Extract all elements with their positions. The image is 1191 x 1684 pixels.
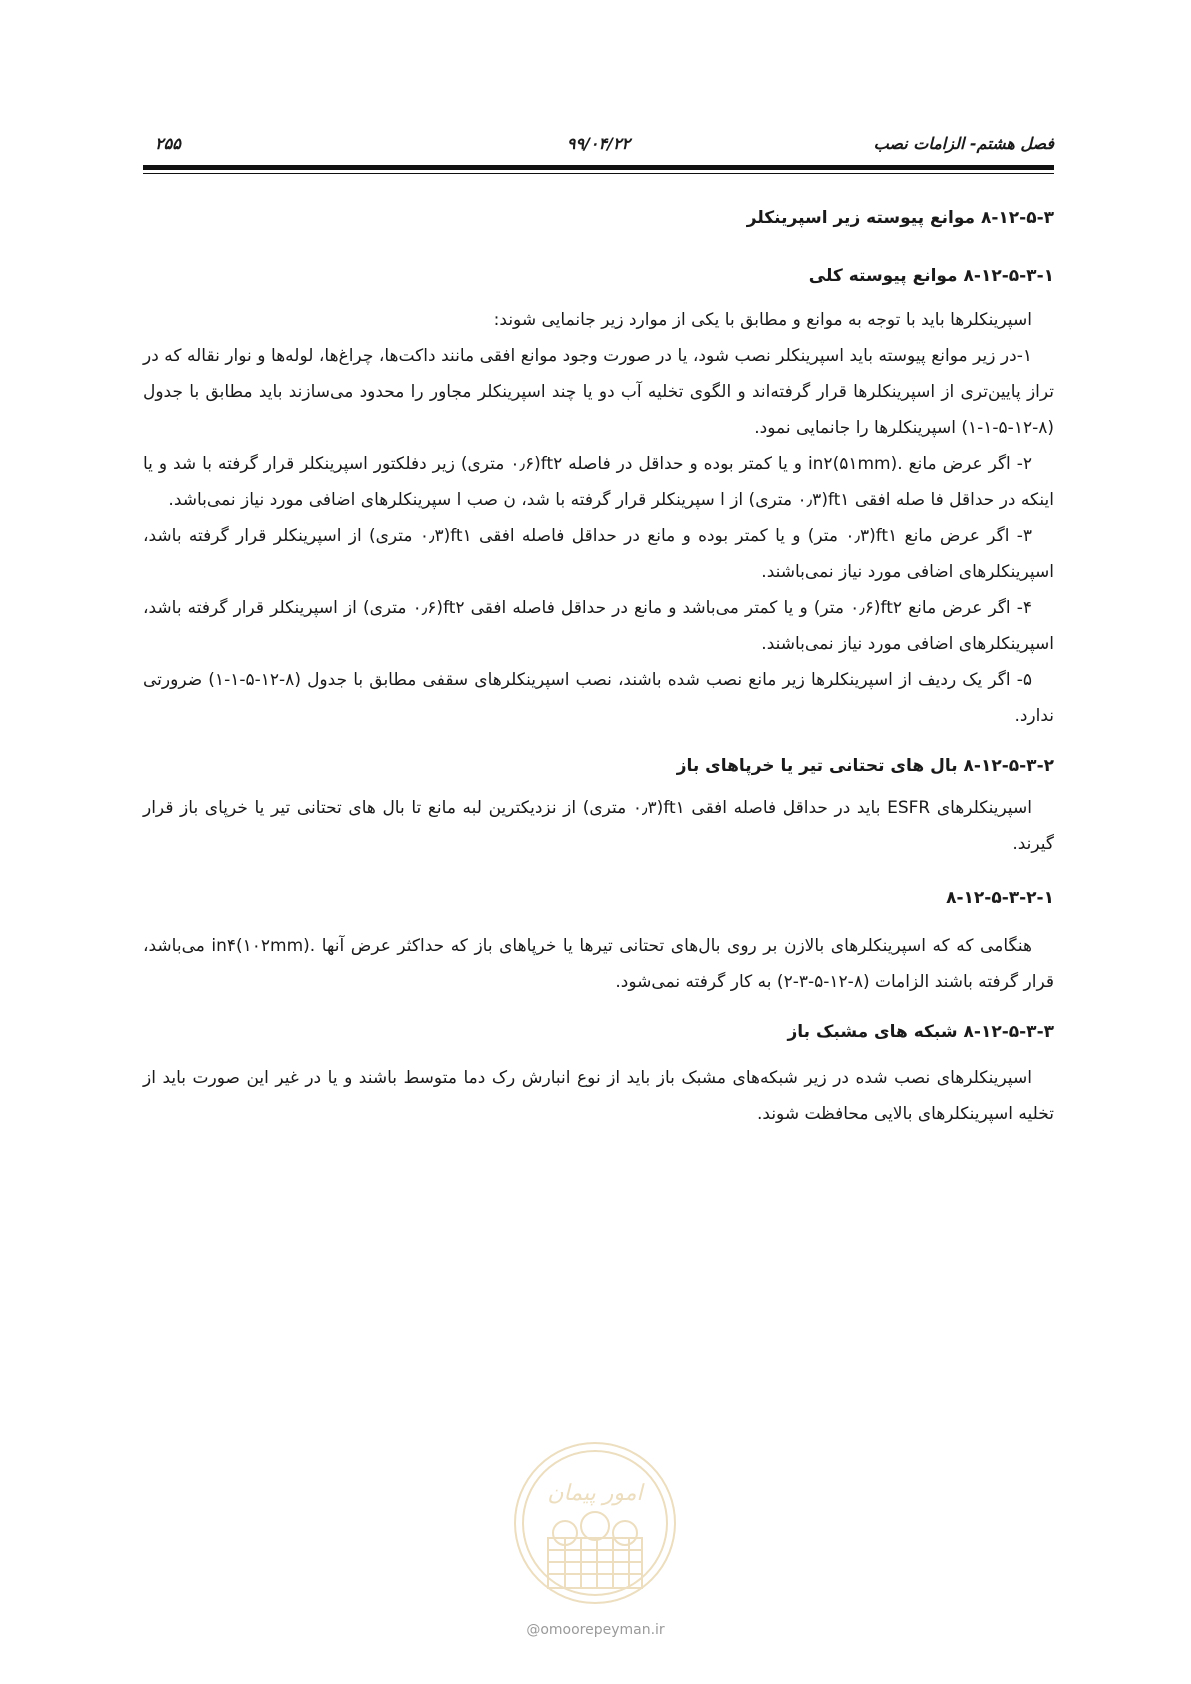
section-heading: ۸-۱۲-۵-۳-۳ شبکه های مشبک باز [787,1022,1054,1042]
document-body [143,200,1054,1132]
paragraph: اسپرینکلرهای نصب شده در زیر شبکه‌های مشبک باز باید از نوع انبارش رک دما متوسط باشند و یا در غیر این صورت باید از تخلیه اسپرینکلرهای بالایی محافظت شوند. [143,1068,1054,1124]
paragraph: ۳- اگر عرض مانع ft۱(۰٫۳ متر) و یا کمتر بوده و مانع در حداقل فاصله افقی ft۱(۰٫۳ متری) از اسپرینکلر قرار گرفته باشد، اسپرینکلرهای اضافی مورد نیاز نمی‌باشند. [143,526,1054,582]
paragraph: ۴- اگر عرض مانع ft۲(۰٫۶ متر) و یا کمتر می‌باشد و مانع در حداقل فاصله افقی ft۲(۰٫۶ متری) از اسپرینکلر قرار گرفته باشد، اسپرینکلرهای اضافی مورد نیاز نمی‌باشند. [143,598,1054,654]
paragraph: هنگامی که که اسپرینکلرهای بالازن بر روی بال‌های تحتانی تیرها یا خرپاهای باز که حداکثر عرض آنها .in۴(۱۰۲mm) می‌باشد، قرار گرفته باشند الزامات (۸-۱۲-۵-۳-۲) به کار گرفته نمی‌شود. [143,936,1054,992]
paragraph: اسپرینکلرها باید با توجه به موانع و مطابق با یکی از موارد زیر جانمایی شوند: [493,310,1032,330]
section-heading: ۸-۱۲-۵-۳-۱ موانع پیوسته کلی [808,266,1054,286]
paragraph: ۵- اگر یک ردیف از اسپرینکلرها زیر مانع نصب شده باشند، نصب اسپرینکلرهای سقفی مطابق با جدول (۸-۱۲-۵-۱-۱) ضرورتی ندارد. [143,670,1054,726]
website-watermark [0,1622,1191,1638]
header-rule-thin [143,173,1054,174]
logo-text: امور پیمان [547,1481,643,1506]
section-heading: ۸-۱۲-۵-۳ موانع پیوسته زیر اسپرینکلر [746,208,1054,228]
paragraph: اسپرینکلرهای ESFR باید در حداقل فاصله افقی ft۱(۰٫۳ متری) از نزدیکترین لبه مانع تا بال های تحتانی تیر یا خرپای باز قرار گیرند. [143,798,1054,854]
section-heading: ۸-۱۲-۵-۳-۲-۱ [946,888,1054,908]
header-date: ۹۹/۰۴/۲۲ [566,134,631,153]
header-rule-thick [143,165,1054,170]
paragraph: ۲- اگر عرض مانع .in۲(۵۱mm) و یا کمتر بوده و حداقل در فاصله ft۲(۰٫۶ متری) زیر دفلکتور اسپرینکلر قرار گرفته با شد و یا اینکه در حداقل فا صله افقی ft۱(۰٫۳ متری) از ا سپرینکلر قرار گرفته با شد، ن صب ا سپرینکلرهای اضافی مورد نیاز نمی‌باشد. [143,454,1054,510]
at-icon: @ [526,1622,541,1638]
chapter-title: فصل هشتم- الزامات نصب [873,134,1054,153]
website-url: omoorepeyman.ir [540,1622,665,1638]
watermark-logo [510,1438,680,1608]
page-number: ۲۵۵ [155,134,181,153]
page-header [143,130,1054,156]
paragraph: ۱-در زیر موانع پیوسته باید اسپرینکلر نصب شود، یا در صورت وجود موانع افقی مانند داکت‌ها، چراغ‌ها، لوله‌ها و نوار نقاله که در تراز پایین‌تری از اسپرینکلرها قرار گرفته‌اند و الگوی تخلیه آب دو یا چند اسپرینکلر مجاور را محدود می‌سازند باید مطابق با جدول (۸-۱۲-۵-۱-۱) اسپرینکلرها را جانمایی نمود. [143,346,1054,438]
section-heading: ۸-۱۲-۵-۳-۲ بال های تحتانی تیر یا خرپاهای باز [676,756,1054,776]
